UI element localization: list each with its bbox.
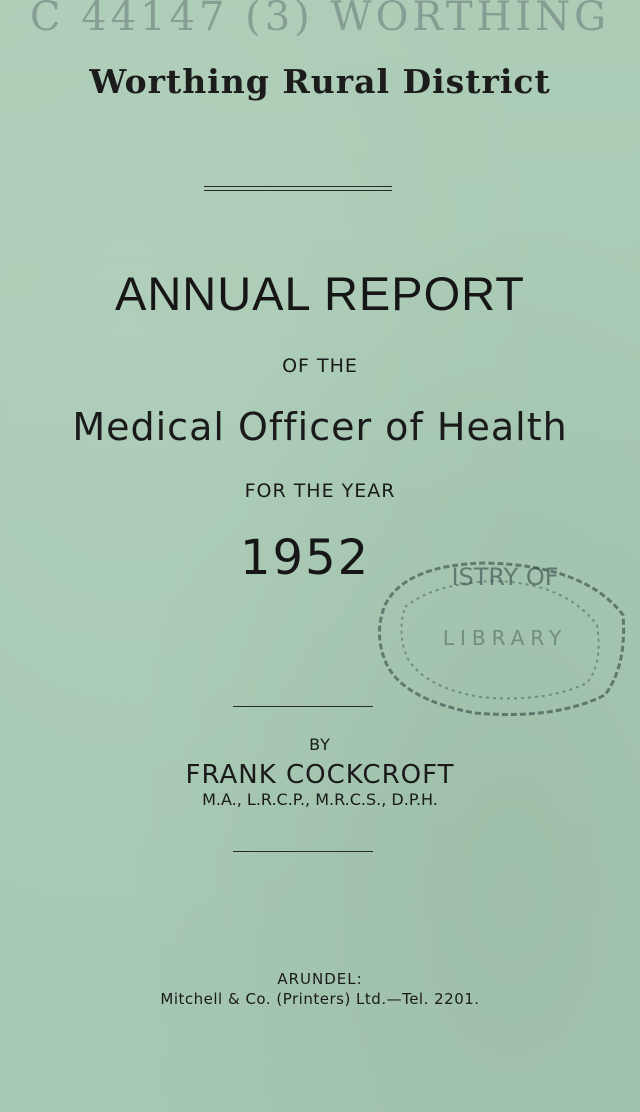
stamp-text-top: ISTRY OF (451, 563, 559, 591)
divider-rule (233, 851, 373, 852)
stamp-text-mid: LIBRARY (442, 626, 568, 650)
by-label: BY (309, 735, 331, 754)
report-title: ANNUAL REPORT (115, 267, 525, 320)
author-name: FRANK COCKCROFT (185, 760, 455, 790)
printer-imprint: Mitchell & Co. (Printers) Ltd.—Tel. 2201. (160, 990, 480, 1008)
handwritten-library-mark: C 44147 (3) WORTHING (29, 0, 611, 40)
double-rule-divider (204, 186, 392, 191)
officer-title: Medical Officer of Health (72, 405, 568, 449)
report-year: 1952 (240, 530, 371, 586)
library-stamp (365, 545, 635, 725)
of-the-label: OF THE (282, 355, 358, 377)
divider-rule (233, 706, 373, 707)
for-the-year-label: FOR THE YEAR (244, 480, 396, 502)
district-heading: Worthing Rural District (89, 62, 551, 101)
author-degrees: M.A., L.R.C.P., M.R.C.S., D.P.H. (202, 790, 438, 809)
printer-place: ARUNDEL: (277, 970, 363, 988)
